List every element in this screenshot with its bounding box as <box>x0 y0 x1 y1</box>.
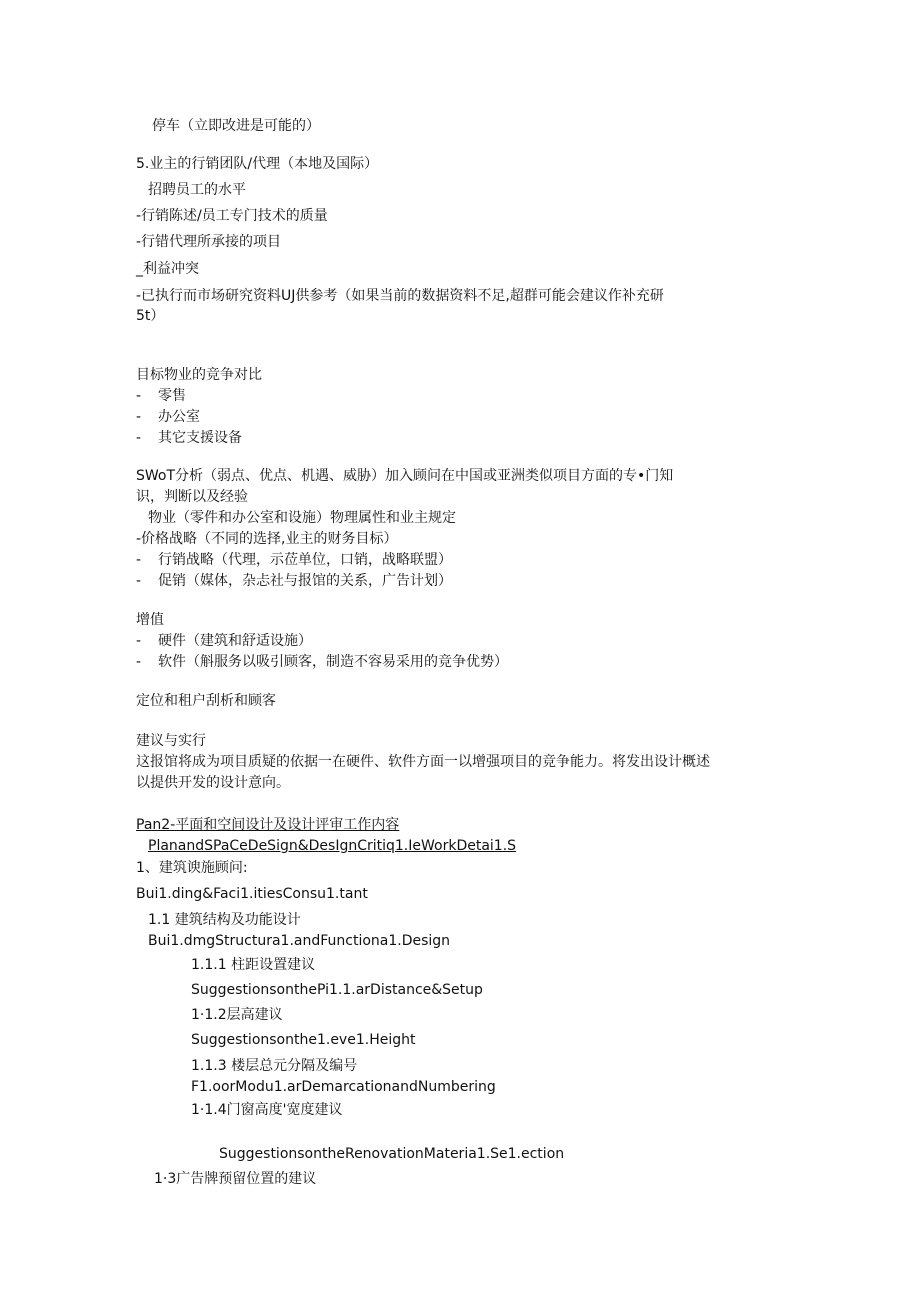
text-line: 以提供开发的设计意向。 <box>136 775 290 791</box>
text-line: _利益冲突 <box>136 261 199 277</box>
item-heading: 1.1.1 柱距设置建议 <box>191 957 316 973</box>
text-line: 识，判断以及经验 <box>136 489 248 505</box>
text-line: Bui1.ding&Faci1.itiesConsu1.tant <box>136 886 368 902</box>
section-heading: 建议与实行 <box>136 733 206 749</box>
section-heading: 目标物业的竞争对比 <box>136 367 262 383</box>
text-line: 停车（立即改进是可能的） <box>152 118 320 134</box>
text-line: -已执行而市场研究资料UJ供参考（如果当前的数据资料不足,超群可能会建议作补充研 <box>136 288 664 304</box>
list-item <box>136 407 200 427</box>
item-heading-english: F1.oorModu1.arDemarcationandNumbering <box>191 1079 496 1095</box>
item-heading-english: SuggestionsonthePi1.1.arDistance&Setup <box>191 982 483 998</box>
list-item-label: 硬件（建筑和舒适设施） <box>158 633 312 649</box>
list-item-label: 行销战略（代理，示莅单位，口销，战略联盟） <box>158 552 452 568</box>
text-line: -价格战略（不同的选择,业主的财务目标） <box>136 531 398 547</box>
text-line: 物业（零件和办公室和设施）物理属性和业主规定 <box>148 510 456 526</box>
text-line: SWoT分析（弱点、优点、机遇、威胁）加入顾问在中国或亚洲类似项目方面的专•门知 <box>136 468 674 484</box>
text-line: 招聘员工的水平 <box>148 182 246 198</box>
list-item <box>136 428 242 448</box>
item-heading: 1.1.3 楼层总元分隔及编号 <box>191 1058 358 1074</box>
list-item-label: 其它支援设备 <box>158 430 242 446</box>
list-item-label: 零售 <box>158 388 186 404</box>
list-item <box>136 571 452 591</box>
dash-bullet: - <box>136 633 142 649</box>
item-heading: 1·1.4门窗高度'宽度建议 <box>191 1102 343 1118</box>
dash-bullet: - <box>136 573 142 589</box>
section-heading: 增值 <box>136 612 164 628</box>
dash-bullet: - <box>136 409 142 425</box>
list-item <box>136 550 452 570</box>
list-item-label: 软件（斛服务以吸引顾客，制造不容易采用的竞争优势） <box>158 654 508 670</box>
dash-bullet: - <box>136 430 142 446</box>
list-item <box>136 386 186 406</box>
section-heading: 定位和租户刮析和顾客 <box>136 693 276 709</box>
part-heading-english: PlanandSPaCeDeSign&DesIgnCritiq1.IeWorkDetai1.S <box>148 838 517 854</box>
text-line: 5t） <box>136 308 165 324</box>
list-item <box>136 631 312 651</box>
subsection-heading-english: Bui1.dmgStructura1.andFunctiona1.Design <box>148 933 451 949</box>
list-item-label: 促销（媒体，杂忐社与报馆的关系，广告计划） <box>158 573 452 589</box>
section-heading: 5.业主的行销团队/代理（本地及国际） <box>136 156 379 172</box>
subsection-heading: 1·3广告牌预留位置的建议 <box>154 1171 317 1187</box>
text-line: 1、建筑谀施顾问: <box>136 860 248 876</box>
dash-bullet: - <box>136 552 142 568</box>
part-heading: Pan2-平面和空间设计及设计评审工作内容 <box>136 817 400 833</box>
list-item-label: 办公室 <box>158 409 200 425</box>
dash-bullet: - <box>136 654 142 670</box>
item-heading: 1·1.2层高建议 <box>191 1007 283 1023</box>
text-line: -行销陈述/员工专门技术的质量 <box>136 208 328 224</box>
dash-bullet: - <box>136 388 142 404</box>
item-heading-english: Suggestionsonthe1.eve1.Height <box>191 1032 416 1048</box>
text-line: -行错代理所承接的项目 <box>136 234 282 250</box>
item-heading-english: SuggestionsontheRenovationMateria1.Se1.ection <box>219 1146 565 1162</box>
text-line: 这报馆将成为项目质疑的依据一在硬件、软件方面一以增强项目的竞争能力。将发出设计概述 <box>136 754 710 770</box>
list-item <box>136 652 508 672</box>
subsection-heading: 1.1 建筑结构及功能设计 <box>148 912 301 928</box>
